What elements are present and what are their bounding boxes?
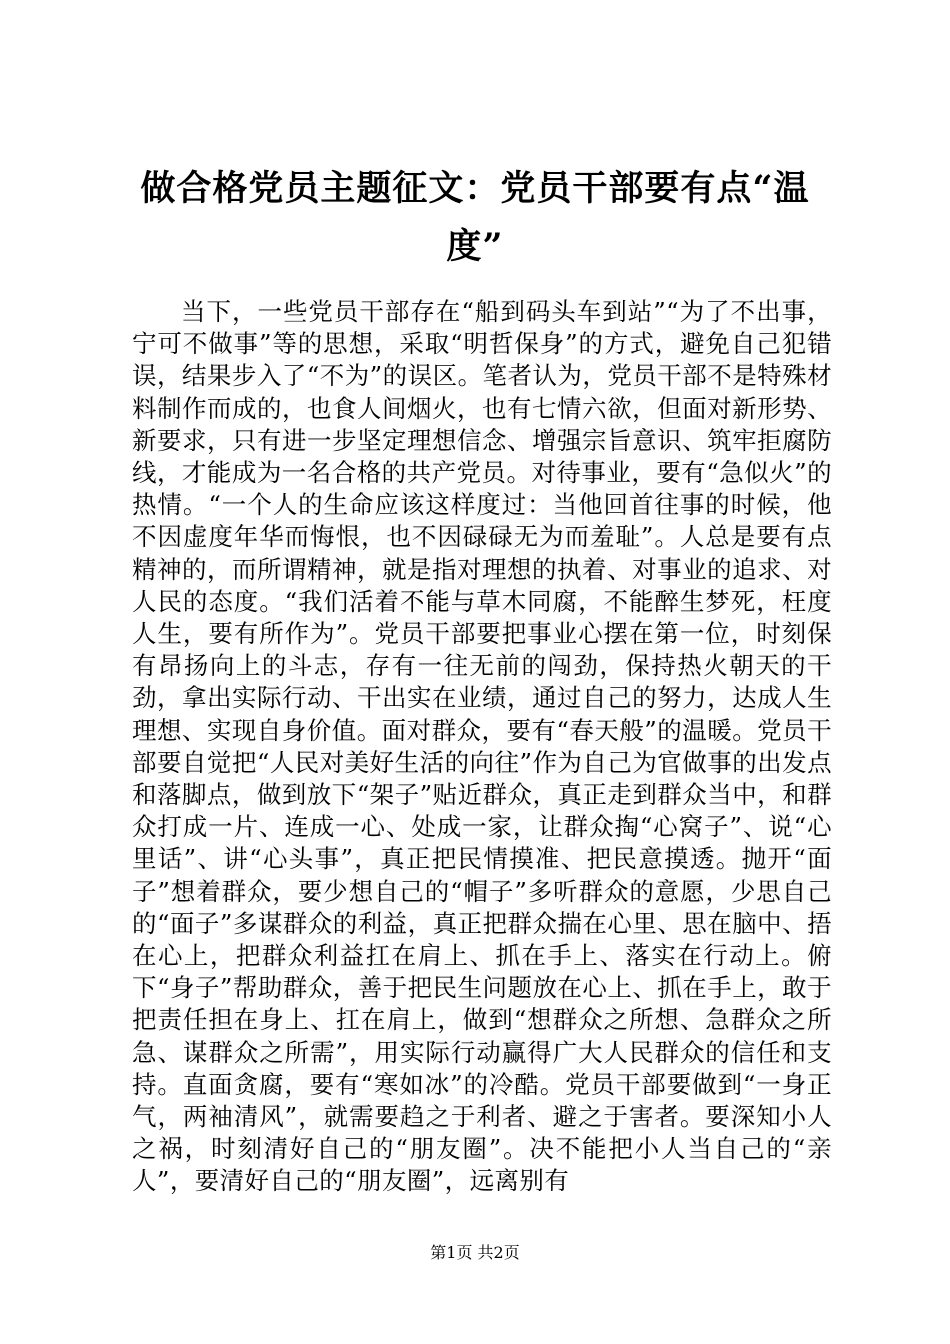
- document-title: 做合格党员主题征文：党员干部要有点“温度”: [140, 168, 810, 267]
- document-body-paragraph: 当下，一些党员干部存在“船到码头车到站”“为了不出事，宁可不做事”等的思想，采取“明哲保身”的方式，避免自己犯错误，结果步入了“不为”的误区。笔者认为，党员干部不是特殊材料制作而成的，也食人间烟火，也有七情六欲，但面对新形势、新要求，只有进一步坚定理想信念、增强宗旨意识、筑牢拒腐防线，才能成为一名合格的共产党员。对待事业，要有“急似火”的热情。“一个人的生命应该这样度过：当他回首往事的时候，他不因虚度年华而悔恨，也不因碌碌无为而羞耻”。人总是要有点精神的，而所谓精神，就是指对理想的执着、对事业的追求、对人民的态度。“我们活着不能与草木同腐，不能醉生梦死，枉度人生，要有所作为”。党员干部要把事业心摆在第一位，时刻保有昂扬向上的斗志，存有一往无前的闯劲，保持热火朝天的干劲，拿出实际行动、干出实在业绩，通过自己的努力，达成人生理想、实现自身价值。面对群众，要有“春天般”的温暖。党员干部要自觉把“人民对美好生活的向往”作为自己为官做事的出发点和落脚点，做到放下“架子”贴近群众，真正走到群众当中，和群众打成一片、连成一心、处成一家，让群众掏“心窝子”、说“心里话”、讲“心头事”，真正把民情摸准、把民意摸透。抛开“面子”想着群众，要少想自己的“帽子”多听群众的意愿，少思自己的“面子”多谋群众的利益，真正把群众揣在心里、思在脑中、捂在心上，把群众利益扛在肩上、抓在手上、落实在行动上。俯下“身子”帮助群众，善于把民生问题放在心上、抓在手上，敢于把责任担在身上、扛在肩上，做到“想群众之所想、急群众之所急、谋群众之所需”，用实际行动赢得广大人民群众的信任和支持。直面贪腐，要有“寒如冰”的冷酷。党员干部要做到“一身正气，两袖清风”，就需要趋之于利者、避之于害者。要深知小人之祸，时刻清好自己的“朋友圈”。决不能把小人当自己的“亲人”，要清好自己的“朋友圈”，远离别有: [132, 297, 832, 1196]
- page-number-footer: 第1页 共2页: [430, 1243, 520, 1262]
